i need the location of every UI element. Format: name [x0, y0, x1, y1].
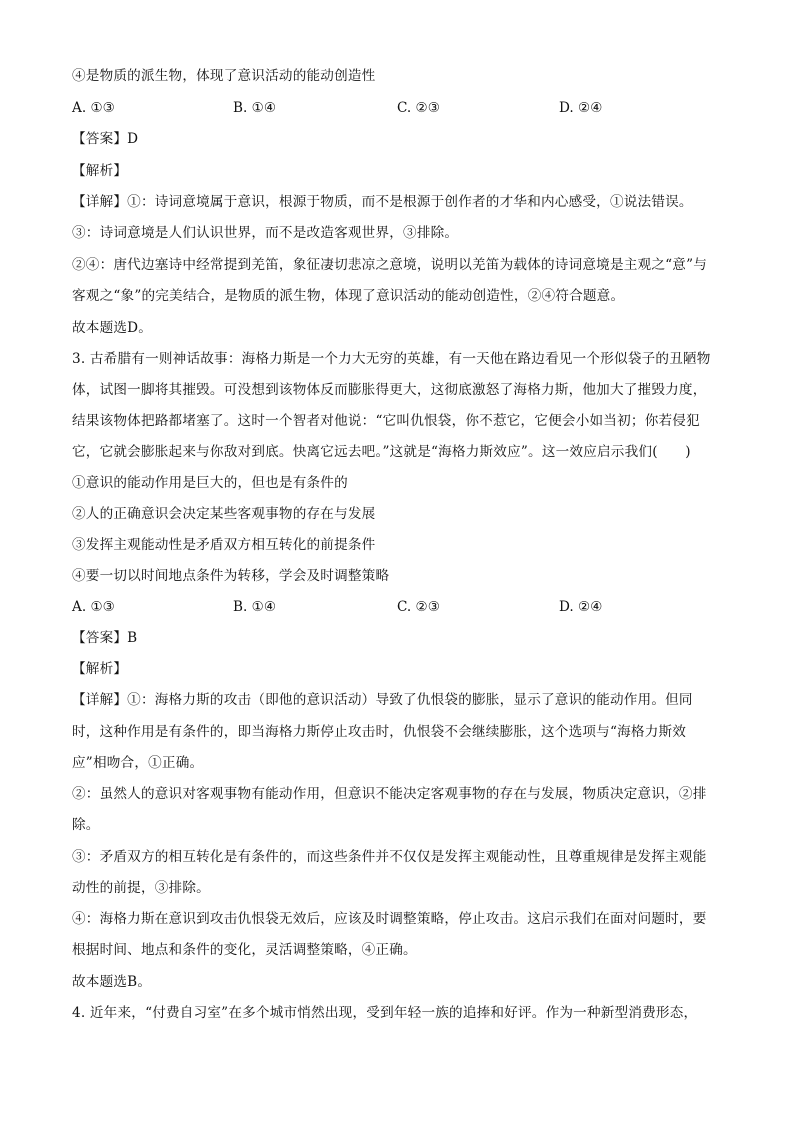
- explanation-line: 【详解】①：诗词意境属于意识，根源于物质，而不是根源于创作者的才华和内心感受，①说法错误。: [72, 194, 693, 210]
- option-d: D. ②④: [559, 599, 603, 615]
- analysis-heading: 【解析】: [72, 661, 128, 677]
- option-b: B. ①④: [233, 599, 277, 615]
- question-stem: 3. 古希腊有一则神话故事：海格力斯是一个力大无穷的英雄，有一天他在路边看见一个形似袋子的丑陋物: [72, 351, 711, 367]
- option-statement: ④要一切以时间地点条件为转移，学会及时调整策略: [72, 568, 390, 584]
- question-stem: 4. 近年来，“付费自习室”在多个城市悄然出现，受到年轻一族的追捧和好评。作为一种新型消费形态，: [72, 1005, 698, 1021]
- question-stem: 结果该物体把路都堵塞了。这时一个智者对他说：“它叫仇恨袋，你不惹它，它便会小如当初；你若侵犯: [72, 413, 700, 429]
- option-c: C. ②③: [397, 100, 440, 116]
- option-statement: ②人的正确意识会决定某些客观事物的存在与发展: [72, 506, 376, 522]
- option-statement: ①意识的能动作用是巨大的，但也是有条件的: [72, 475, 348, 491]
- question-stem: 它，它就会膨胀起来与你敌对到底。快离它远去吧。”这就是“海格力斯效应”。这一效应启示我们( ): [72, 444, 691, 460]
- explanation-line: ③：矛盾双方的相互转化是有条件的，而这些条件并不仅仅是发挥主观能动性，且尊重规律是发挥主观能: [72, 849, 707, 865]
- explanation-line: 除。: [72, 817, 100, 833]
- option-c: C. ②③: [397, 599, 440, 615]
- explanation-line: ②：虽然人的意识对客观事物有能动作用，但意识不能决定客观事物的存在与发展，物质决定意识，②排: [72, 786, 707, 802]
- explanation-line: 客观之“象”的完美结合，是物质的派生物，体现了意识活动的能动创造性，②④符合题意。: [72, 288, 625, 304]
- option-statement-4: ④是物质的派生物，体现了意识活动的能动创造性: [72, 68, 376, 84]
- explanation-line: 时，这种作用是有条件的，即当海格力斯停止攻击时，仇恨袋不会继续膨胀，这个选项与“海格力斯效: [72, 724, 687, 740]
- explanation-line: ④：海格力斯在意识到攻击仇恨袋无效后，应该及时调整策略，停止攻击。这启示我们在面对问题时，要: [72, 911, 707, 927]
- option-d: D. ②④: [559, 100, 603, 116]
- option-b: B. ①④: [233, 100, 277, 116]
- explanation-line: ②④：唐代边塞诗中经常提到羌笛，象征凄切悲凉之意境，说明以羌笛为载体的诗词意境是主观之“意”与: [72, 257, 708, 273]
- answer-line: 【答案】B: [72, 630, 138, 646]
- explanation-line: 动性的前提，③排除。: [72, 880, 210, 896]
- conclusion-line: 故本题选D。: [72, 320, 153, 336]
- option-statement: ③发挥主观能动性是矛盾双方相互转化的前提条件: [72, 537, 376, 553]
- answer-line: 【答案】D: [72, 131, 139, 147]
- explanation-line: 根据时间、地点和条件的变化，灵活调整策略，④正确。: [72, 942, 417, 958]
- explanation-line: 应”相吻合，①正确。: [72, 755, 204, 771]
- question-stem: 体，试图一脚将其摧毁。可没想到该物体反而膨胀得更大，这彻底激怒了海格力斯，他加大了摧毁力度，: [72, 382, 707, 398]
- analysis-heading: 【解析】: [72, 163, 128, 179]
- option-a: A. ①③: [72, 599, 115, 615]
- option-a: A. ①③: [72, 100, 115, 116]
- explanation-line: ③：诗词意境是人们认识世界，而不是改造客观世界，③排除。: [72, 225, 459, 241]
- explanation-line: 【详解】①：海格力斯的攻击（即他的意识活动）导致了仇恨袋的膨胀，显示了意识的能动作用。但同: [72, 692, 693, 708]
- conclusion-line: 故本题选B。: [72, 974, 152, 990]
